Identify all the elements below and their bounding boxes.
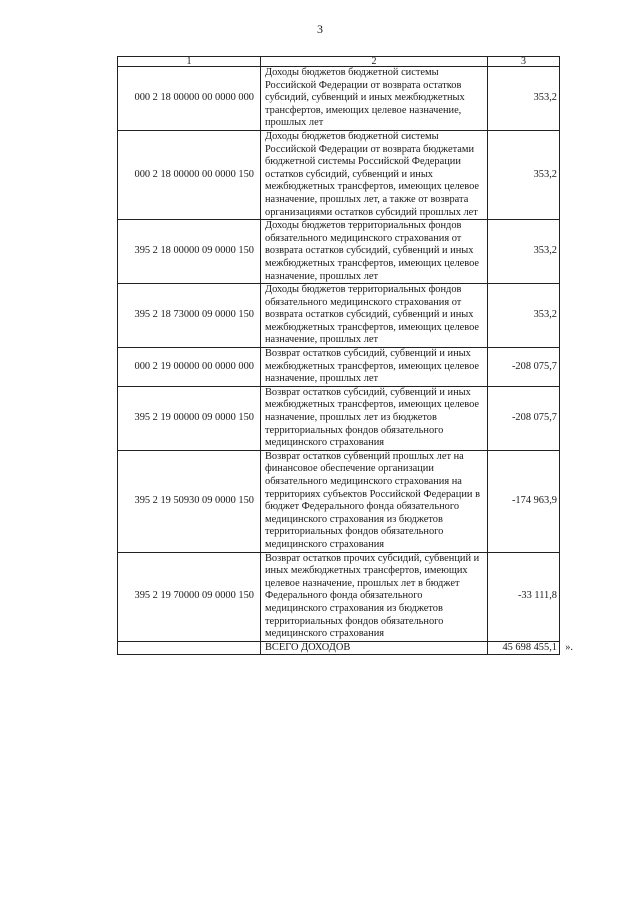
table-row [118,284,560,348]
budget-code: 395 2 19 50930 09 0000 150 [118,450,261,552]
revenue-description: Доходы бюджетов территориальных фондов обязательного медицинского страхования от возврата остатков субсидий, субвенций и иных межбюджетных трансфертов, имеющих целевое назначение, прошлых лет [261,220,488,284]
table-row [118,130,560,219]
revenue-description: Доходы бюджетов бюджетной системы Российской Федерации от возврата остатков субсидий, субвенций и иных межбюджетных трансфертов, имеющих целевое назначение, прошлых лет [261,67,488,131]
budget-code: 395 2 19 70000 09 0000 150 [118,552,261,641]
revenue-description: Возврат остатков субсидий, субвенций и иных межбюджетных трансфертов, имеющих целевое назначение, прошлых лет из бюджетов территориальных фондов обязательного медицинского страхования [261,386,488,450]
column-header-amount: 3 [488,57,560,67]
revenue-description: Доходы бюджетов бюджетной системы Российской Федерации от возврата бюджетами бюджетной системы Российской Федерации остатков субсидий, субвенций и иных межбюджетных трансфертов, имеющих целевое назначение, прошлых лет, а также от возврата организациями остатков субсидий прошлых лет [261,130,488,219]
revenue-description: Возврат остатков прочих субсидий, субвенций и иных межбюджетных трансфертов, имеющих целевое назначение, прошлых лет в бюджет Федерального фонда обязательного медицинского страхования из бюджетов территориальных фондов обязательного медицинского страхования [261,552,488,641]
column-header-description: 2 [261,57,488,67]
table-row [118,386,560,450]
closing-quote-mark: ». [565,642,573,654]
amount: -208 075,7 [488,348,560,387]
revenue-description: Возврат остатков субвенций прошлых лет на финансовое обеспечение организации обязательного медицинского страхования на территориях субъектов Российской Федерации в бюджет Федерального фонда обязательного медицинского страхования из бюджетов территориальных фондов обязательного медицинского страхования [261,450,488,552]
table-row [118,348,560,387]
total-label: ВСЕГО ДОХОДОВ [261,641,488,654]
budget-code: 395 2 18 00000 09 0000 150 [118,220,261,284]
budget-revenue-table [117,56,573,655]
amount: -208 075,7 [488,386,560,450]
total-code [118,641,261,654]
amount: 353,2 [488,130,560,219]
budget-code: 395 2 19 00000 09 0000 150 [118,386,261,450]
column-header-code: 1 [118,57,261,67]
total-row [118,641,560,654]
revenue-description: Возврат остатков субсидий, субвенций и иных межбюджетных трансфертов, имеющих целевое назначение, прошлых лет [261,348,488,387]
revenue-description: Доходы бюджетов территориальных фондов обязательного медицинского страхования от возврата остатков субсидий, субвенций и иных межбюджетных трансфертов, имеющих целевое назначение, прошлых лет [261,284,488,348]
amount: 353,2 [488,67,560,131]
amount: -33 111,8 [488,552,560,641]
amount: -174 963,9 [488,450,560,552]
table-row [118,67,560,131]
budget-code: 000 2 18 00000 00 0000 000 [118,67,261,131]
total-amount: 45 698 455,1 [502,642,557,654]
budget-code: 000 2 18 00000 00 0000 150 [118,130,261,219]
table-header-row [118,57,560,67]
total-amount-cell [488,641,573,654]
table-row [118,220,560,284]
table-row [118,552,560,641]
table-row [118,450,560,552]
page-number: 3 [317,22,323,36]
amount: 353,2 [488,220,560,284]
amount: 353,2 [488,284,560,348]
budget-code: 000 2 19 00000 00 0000 000 [118,348,261,387]
budget-code: 395 2 18 73000 09 0000 150 [118,284,261,348]
